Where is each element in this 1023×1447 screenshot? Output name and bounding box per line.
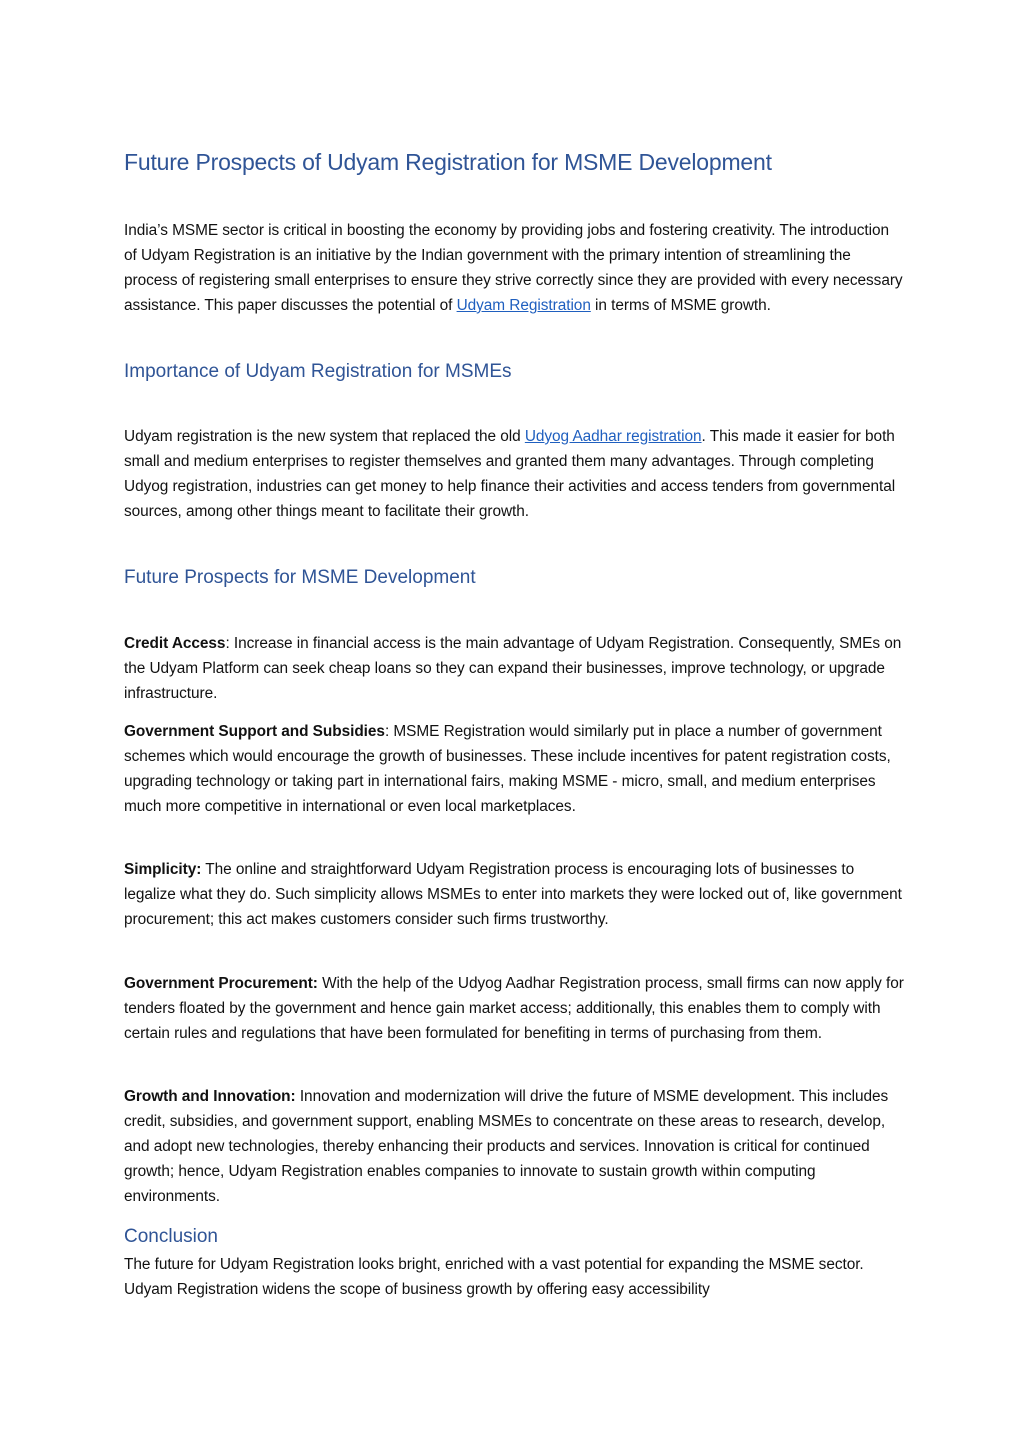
document-title: Future Prospects of Udyam Registration for MSME Development [124, 149, 772, 175]
prospect-item-simplicity [124, 857, 904, 932]
prospect-item-text: With the help of the Udyog Aadhar Registration process, small firms can now apply for tenders floated by the government and hence gain market access; additionally, this enables them to comply with certain rules and regulations that have been formulated for benefiting in terms of purchasing from them. [124, 975, 904, 1042]
prospects-heading: Future Prospects for MSME Development [124, 567, 476, 588]
prospect-item-text: The online and straightforward Udyam Registration process is encouraging lots of businesses to legalize what they do. Such simplicity allows MSMEs to enter into markets they were locked out of, like government procurement; this act makes customers consider such firms trustworthy. [124, 861, 902, 928]
prospect-item-growth-innovation [124, 1084, 904, 1209]
importance-heading: Importance of Udyam Registration for MSMEs [124, 361, 512, 382]
prospect-item-text: Increase in financial access is the main advantage of Udyam Registration. Consequently, SMEs on the Udyam Platform can seek cheap loans so they can expand their businesses, improve technology, or upgrade infrastructure. [124, 635, 902, 702]
prospect-item-label: Simplicity: [124, 861, 202, 878]
prospect-item-separator: : [384, 723, 390, 740]
intro-paragraph [124, 218, 904, 318]
importance-text-end: . This made it easier for both small and medium enterprises to register themselves and granted them many advantages. Through completing Udyog registration, industries can get money to help finance their activities and access tenders from governmental sources, among other things meant to facilitate their growth. [124, 428, 896, 520]
prospect-item-separator: : [225, 635, 230, 652]
prospect-item-government-procurement [124, 971, 904, 1046]
conclusion-paragraph: The future for Udyam Registration looks bright, enriched with a vast potential for expanding the MSME sector. Udyam Registration widens the scope of business growth by offering easy accessibility [124, 1256, 864, 1298]
prospect-item-text: Innovation and modernization will drive the future of MSME development. This includes credit, subsidies, and government support, enabling MSMEs to concentrate on these areas to research, develop, and adopt new technologies, thereby enhancing their products and services. Innovation is critical for continued growth; hence, Udyam Registration enables companies to innovate to sustain growth within computing environments. [124, 1088, 889, 1205]
intro-text: India’s MSME sector is critical in boosting the economy by providing jobs and fostering creativity. The introduction of Udyam Registration is an initiative by the Indian government with the primary intention of streamlining the process of registering small enterprises to ensure they strive correctly since they are provided with every necessary assistance. This paper discusses the potential of [124, 222, 903, 314]
intro-text-end: in terms of MSME growth. [590, 297, 771, 314]
importance-text: Udyam registration is the new system that replaced the old [124, 428, 525, 445]
prospect-item-government-support [124, 719, 904, 819]
prospect-item-label: Credit Access [124, 635, 226, 652]
udyam-registration-link[interactable]: Udyam Registration [456, 297, 591, 314]
conclusion-heading: Conclusion [124, 1226, 218, 1247]
importance-paragraph [124, 424, 904, 524]
prospect-item-text: MSME Registration would similarly put in place a number of government schemes which would encourage the growth of businesses. These include incentives for patent registration costs, upgrading technology or taking part in international fairs, making MSME - micro, small, and medium enterprises much more competitive in international or even local marketplaces. [124, 723, 891, 815]
udyog-aadhar-registration-link[interactable]: Udyog Aadhar registration [524, 428, 702, 445]
prospect-item-label: Growth and Innovation: [124, 1088, 296, 1105]
prospect-item-label: Government Procurement: [124, 975, 318, 992]
prospect-item-label: Government Support and Subsidies [124, 723, 385, 740]
prospect-item-credit-access [124, 631, 904, 706]
